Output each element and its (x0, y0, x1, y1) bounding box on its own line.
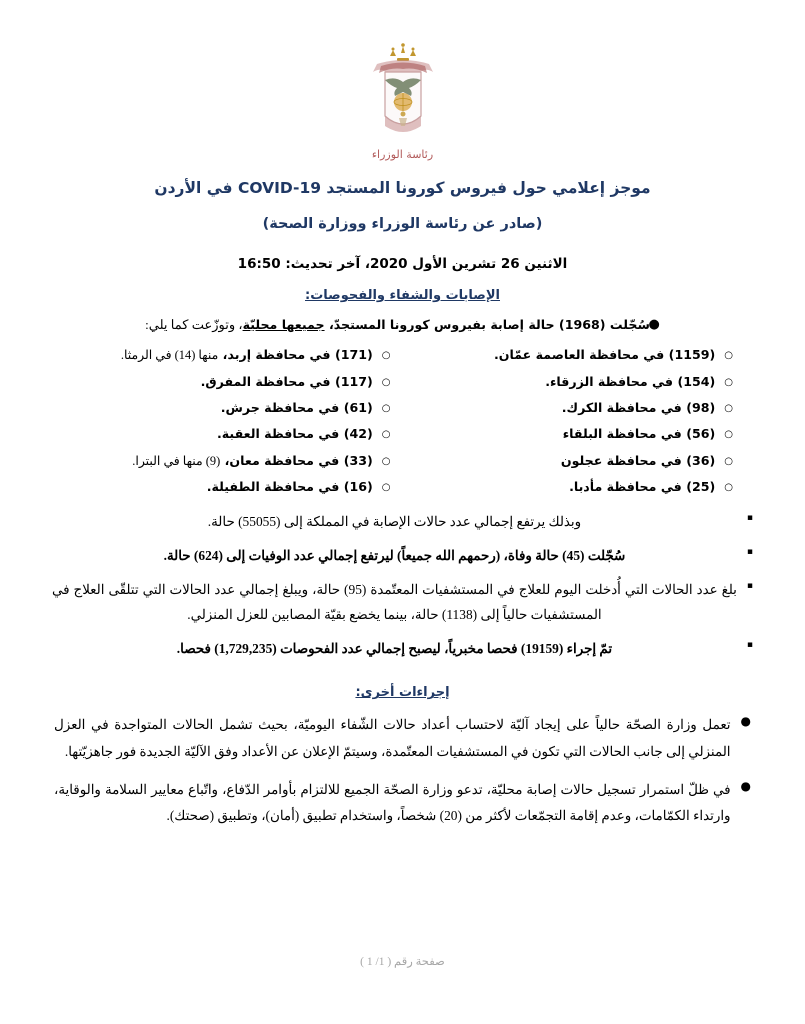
governorate-label: في محافظة مأدبا. (569, 479, 682, 495)
governorate-count: (61) (343, 400, 373, 416)
governorate-count: (42) (343, 426, 373, 442)
summary-hospitalized-text: بلغ عدد الحالات التي أُدخلت اليوم للعلاج في المستشفيات المعتّمدة (95) حالة، ويبلغ إجمالي عدد الحالات التي تتلقّى العلاج في المستشفيات حالياً إلى (1138) حالة، بينما يخضع بقيّة المصابين للعزل المنزلي. (52, 582, 737, 622)
other-procedure-item (54, 777, 751, 829)
summary-deaths-item (52, 544, 753, 569)
summary-tests-item (52, 637, 753, 662)
lead-cases-suffix: ، وتوزّعت كما يلي: (145, 317, 243, 333)
summary-total-cases-text: وبذلك يرتفع إجمالي عدد حالات الإصابة في المملكة إلى (55055) حالة. (207, 514, 582, 530)
lead-cases-prefix: سُجّلت (1968) حالة إصابة بفيروس كورونا المستجدّ، (324, 317, 650, 333)
governorate-count: (56) (686, 426, 716, 442)
section-heading-other-procedures: إجراءات أخرى: (355, 685, 450, 701)
circle-bullet-icon: ○ (724, 350, 733, 362)
other-procedures-list (48, 712, 757, 829)
square-bullet-icon: ▪ (746, 581, 753, 592)
summary-total-cases-item (52, 510, 753, 535)
governorate-item (52, 342, 397, 369)
circle-bullet-icon: ○ (724, 429, 733, 441)
governorate-note: منها (14) في الرمثا. (120, 348, 219, 363)
governorate-item (403, 342, 748, 369)
governorate-item (52, 395, 397, 421)
emblem-header (48, 0, 757, 161)
page-title: موجز إعلامي حول فيروس كورونا المستجد COVID-19 في الأردن (154, 179, 651, 197)
governorate-label: في محافظة الكرك. (561, 400, 682, 416)
circle-bullet-icon: ○ (381, 403, 391, 415)
governorate-item (403, 395, 748, 421)
governorate-label: في محافظة عجلون (560, 452, 682, 468)
square-bullet-icon: ▪ (746, 547, 753, 558)
governorate-count: (171) (334, 347, 373, 363)
governorate-note: (9) منها في البترا. (132, 453, 221, 468)
governorate-breakdown-list (48, 342, 757, 500)
other-procedure-text: في ظلّ استمرار تسجيل حالات إصابة محليّة، تدعو وزارة الصحّة الجميع للالتزام بأوامر الدّفاع، واتّباع معايير السلامة والوقاية، وارتداء الكمّامات، وعدم إقامة التجمّعات لأكثر من (20) شخصاً، واستخدام تطبيق (أمان)، وتطبيق (صحتك). (54, 781, 731, 823)
jordan-coat-of-arms-icon (355, 42, 451, 154)
lead-cases-bullet (48, 315, 757, 336)
governorate-count: (33) (343, 452, 373, 468)
governorate-count: (117) (334, 373, 373, 389)
governorate-label: في محافظة العاصمة عمّان. (493, 347, 665, 363)
circle-bullet-icon: ○ (381, 350, 391, 362)
circle-bullet-icon: ○ (724, 455, 733, 467)
circle-bullet-icon: ○ (381, 455, 391, 467)
governorate-count: (16) (343, 479, 373, 495)
governorate-label: في محافظة معان، (224, 452, 340, 468)
bullet-icon: ● (740, 714, 751, 729)
governorate-label: في محافظة العقبة. (217, 426, 340, 442)
governorate-item (52, 448, 397, 475)
circle-bullet-icon: ○ (724, 482, 733, 494)
governorate-label: في محافظة جرش. (220, 400, 340, 416)
square-bullet-icon: ▪ (746, 513, 753, 524)
bullet-icon: ● (648, 317, 660, 333)
governorate-count: (25) (686, 479, 716, 495)
governorate-label: في محافظة الطفيلة. (206, 479, 340, 495)
circle-bullet-icon: ○ (381, 482, 391, 494)
last-updated-line: الاثنين 26 تشرين الأول 2020، آخر تحديث: 16:50 (237, 256, 568, 272)
page-subtitle: (صادر عن رئاسة الوزراء ووزارة الصحة) (262, 216, 543, 233)
lead-cases-emphasis: جميعها محليّة (242, 317, 325, 333)
governorate-item (403, 448, 748, 475)
summary-deaths-text: سُجّلت (45) حالة وفاة، (رحمهم الله جميعاً) ليرتفع إجمالي عدد الوفيات إلى (624) حالة. (163, 548, 626, 564)
governorate-item (52, 474, 397, 500)
page-number-footer: صفحة رقم ( 1/ 1 ) (360, 956, 445, 968)
governorate-count: (154) (677, 373, 716, 389)
governorate-item (52, 369, 397, 395)
summary-tests-text: تمّ إجراء (19159) فحصا مخبرياً، ليصبح إجمالي عدد الفحوصات (1,729,235) فحصا. (176, 640, 613, 656)
governorate-label: في محافظة الزرقاء. (545, 373, 674, 389)
governorate-label: في محافظة إربد، (222, 347, 331, 363)
governorate-count: (98) (686, 400, 716, 416)
other-procedure-item (54, 712, 751, 764)
other-procedure-text: تعمل وزارة الصحّة حالياً على إيجاد آليّة لاحتساب أعداد حالات الشّفاء اليوميّة، بحيث تشمل الحالات المتواجدة في العزل المنزلي إلى جانب الحالات التي تكون في المستشفيات المعتّمدة، وسيتمّ الإعلان عن الأعداد وفق الآليّة الجديدة فور جاهزيّتها. (54, 717, 731, 759)
governorate-item (403, 421, 748, 447)
governorate-item (403, 369, 748, 395)
emblem-caption: رئاسة الوزراء (371, 148, 434, 161)
bullet-icon: ● (740, 778, 751, 793)
circle-bullet-icon: ○ (381, 376, 391, 388)
governorate-count: (1159) (668, 347, 716, 363)
governorate-item (403, 474, 748, 500)
governorate-label: في محافظة البلقاء (562, 426, 682, 442)
governorate-item (52, 421, 397, 447)
circle-bullet-icon: ○ (724, 376, 733, 388)
summary-hospitalized-item (52, 578, 753, 628)
governorate-count: (36) (686, 452, 716, 468)
section-heading-cases: الإصابات والشفاء والفحوصات: (305, 288, 500, 304)
circle-bullet-icon: ○ (381, 429, 391, 441)
summary-statistics-list (48, 510, 757, 661)
square-bullet-icon: ▪ (746, 639, 753, 650)
governorate-label: في محافظة المفرق. (200, 373, 331, 389)
circle-bullet-icon: ○ (724, 403, 733, 415)
